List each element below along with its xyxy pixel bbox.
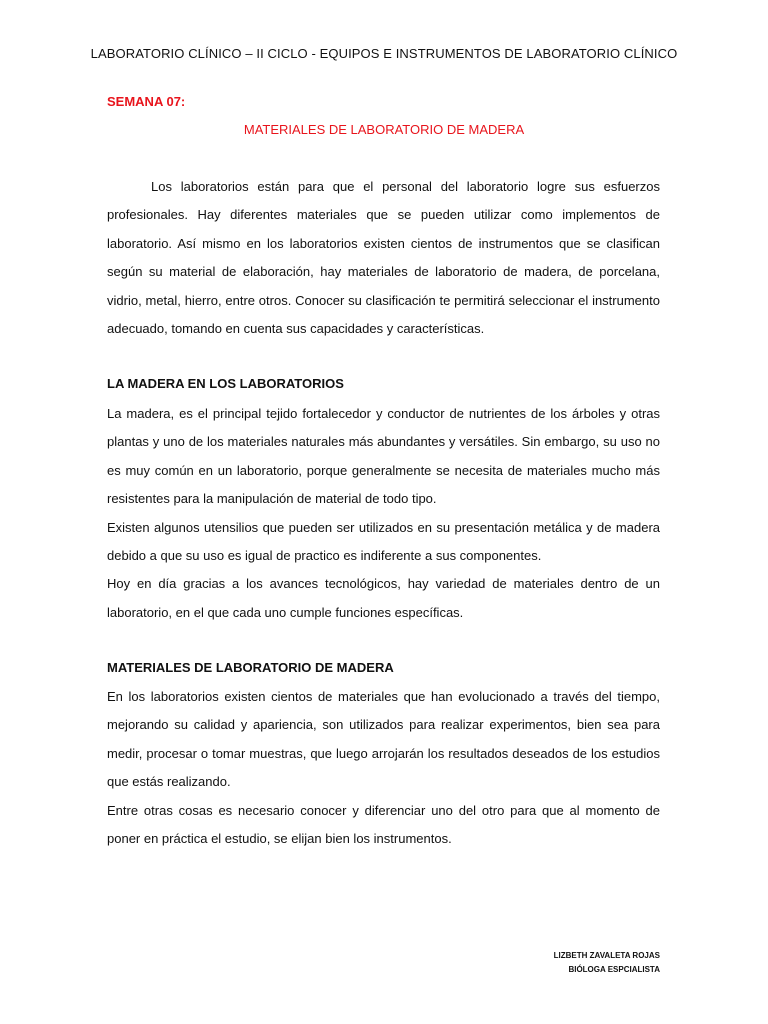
signature-role: BIÓLOGA ESPCIALISTA	[568, 965, 660, 974]
section2-paragraph-1: En los laboratorios existen cientos de materiales que han evolucionado a través del tiempo, mejorando su calidad y apariencia, son utilizados para realizar experimentos, bien sea para medir, procesar o tomar muestras, que luego arrojarán los resultados deseados de los estudios que estás realizando.	[107, 689, 660, 790]
running-header: LABORATORIO CLÍNICO – II CICLO - EQUIPOS E INSTRUMENTOS DE LABORATORIO CLÍNICO	[90, 46, 678, 61]
section1-body	[107, 400, 660, 627]
section2-paragraph-2: Entre otras cosas es necesario conocer y diferenciar uno del otro para que al momento de poner en práctica el estudio, se elijan bien los instrumentos.	[107, 802, 660, 847]
section1-paragraph-1: La madera, es el principal tejido fortalecedor y conductor de nutrientes de los árboles y otras plantas y uno de los materiales naturales más abundantes y versátiles. Sin embargo, su uso no es muy común en un laboratorio, porque generalmente se necesita de materiales mucho más resistentes para la manipulación de material de todo tipo.	[107, 406, 660, 507]
intro-paragraph: Los laboratorios están para que el personal del laboratorio logre sus esfuerzos profesionales. Hay diferentes materiales que se pueden utilizar como implementos de laboratorio. Así mismo en los laboratorios existen cientos de instrumentos que se clasifican según su material de elaboración, hay materiales de laboratorio de madera, de porcelana, vidrio, metal, hierro, entre otros. Conocer su clasificación te permitirá seleccionar el instrumento adecuado, tomando en cuenta sus capacidades y características.	[107, 179, 660, 337]
document-title: MATERIALES DE LABORATORIO DE MADERA	[243, 122, 525, 137]
section2-body	[107, 683, 660, 853]
section1-heading: LA MADERA EN LOS LABORATORIOS	[107, 376, 344, 391]
signature-block	[554, 949, 660, 977]
section2-heading: MATERIALES DE LABORATORIO DE MADERA	[107, 660, 394, 675]
week-label: SEMANA 07:	[107, 94, 186, 109]
section1-paragraph-3: Hoy en día gracias a los avances tecnológicos, hay variedad de materiales dentro de un laboratorio, en el que cada uno cumple funciones específicas.	[107, 576, 660, 620]
intro-block	[107, 173, 660, 343]
section1-paragraph-2: Existen algunos utensilios que pueden ser utilizados en su presentación metálica y de madera debido a que su uso es igual de practico es indiferente a sus componentes.	[107, 519, 660, 564]
signature-name: LIZBETH ZAVALETA ROJAS	[553, 951, 660, 960]
